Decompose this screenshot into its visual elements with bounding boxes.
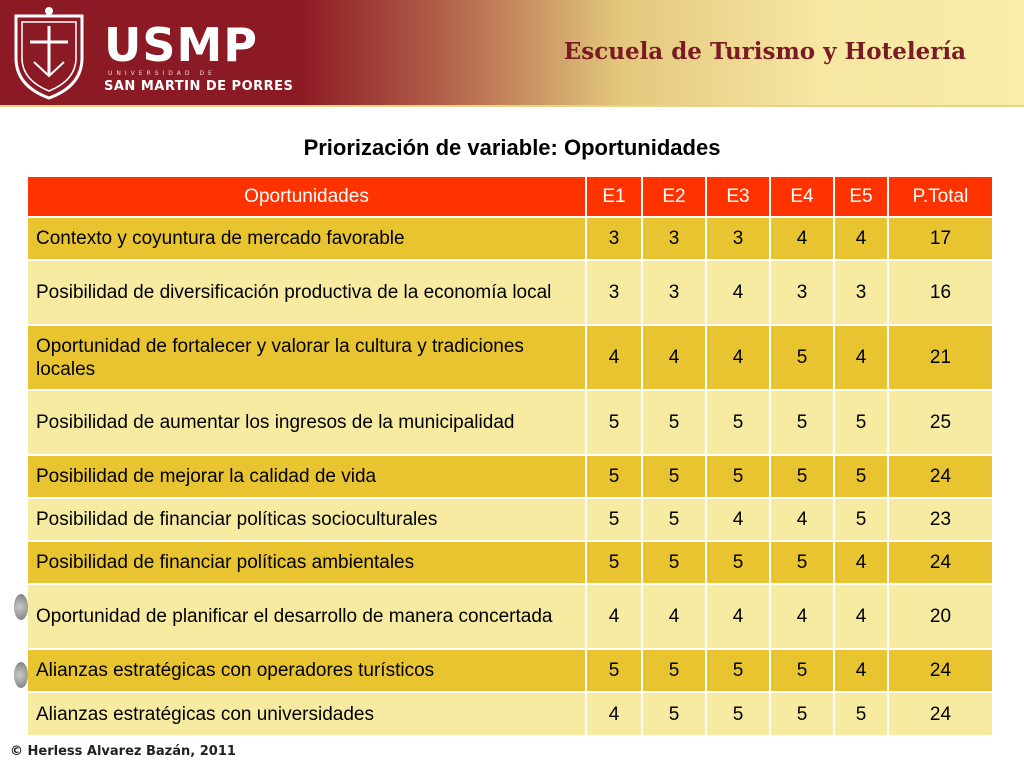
row-label: Posibilidad de mejorar la calidad de vida (27, 455, 586, 498)
table-row (27, 498, 993, 541)
cell-e3: 5 (706, 649, 770, 692)
cell-total: 23 (888, 498, 993, 541)
cell-e1: 5 (586, 541, 642, 584)
cell-e5: 5 (834, 390, 888, 455)
cell-e4: 4 (770, 498, 834, 541)
cell-e4: 4 (770, 584, 834, 649)
row-label: Alianzas estratégicas con operadores turísticos (27, 649, 586, 692)
cell-e4: 4 (770, 217, 834, 260)
logo-text: USMP (104, 18, 258, 72)
table-row (27, 692, 993, 736)
cell-e3: 3 (706, 217, 770, 260)
table-row (27, 541, 993, 584)
cell-e2: 5 (642, 541, 706, 584)
cell-e3: 4 (706, 260, 770, 325)
cell-e2: 4 (642, 584, 706, 649)
table-row (27, 260, 993, 325)
university-crest-icon (10, 6, 88, 100)
cell-e5: 3 (834, 260, 888, 325)
cell-e1: 3 (586, 260, 642, 325)
cell-e2: 5 (642, 692, 706, 736)
cell-total: 24 (888, 649, 993, 692)
cell-e2: 4 (642, 325, 706, 390)
table-row (27, 325, 993, 390)
row-label: Oportunidad de fortalecer y valorar la cultura y tradiciones locales (27, 325, 586, 390)
page-title: Priorización de variable: Oportunidades (303, 135, 721, 160)
cell-e4: 5 (770, 649, 834, 692)
cell-e1: 4 (586, 584, 642, 649)
cell-e1: 5 (586, 649, 642, 692)
cell-e2: 3 (642, 260, 706, 325)
cell-e5: 5 (834, 455, 888, 498)
cell-e3: 5 (706, 455, 770, 498)
cell-e3: 4 (706, 584, 770, 649)
column-header-e5: E5 (834, 176, 888, 217)
cell-total: 21 (888, 325, 993, 390)
cell-e5: 4 (834, 584, 888, 649)
cell-e1: 5 (586, 498, 642, 541)
row-label: Contexto y coyuntura de mercado favorable (27, 217, 586, 260)
table-row (27, 390, 993, 455)
cell-e2: 5 (642, 455, 706, 498)
decorative-bullet-icon (14, 662, 28, 688)
school-name: Escuela de Turismo y Hotelería (563, 38, 966, 65)
cell-e1: 4 (586, 692, 642, 736)
column-header-total: P.Total (888, 176, 993, 217)
cell-e2: 5 (642, 390, 706, 455)
cell-total: 24 (888, 541, 993, 584)
cell-e1: 4 (586, 325, 642, 390)
cell-e2: 3 (642, 217, 706, 260)
row-label: Posibilidad de diversificación productiva de la economía local (27, 260, 586, 325)
cell-e2: 5 (642, 649, 706, 692)
column-header-opportunities: Oportunidades (27, 176, 586, 217)
cell-e5: 4 (834, 649, 888, 692)
row-label: Alianzas estratégicas con universidades (27, 692, 586, 736)
cell-e1: 5 (586, 455, 642, 498)
copyright-footer: © Herless Alvarez Bazán, 2011 (10, 744, 236, 759)
cell-e3: 5 (706, 692, 770, 736)
cell-total: 17 (888, 217, 993, 260)
row-label: Oportunidad de planificar el desarrollo de manera concertada (27, 584, 586, 649)
cell-e4: 5 (770, 455, 834, 498)
cell-e4: 3 (770, 260, 834, 325)
decorative-bullet-icon (14, 594, 28, 620)
cell-e1: 3 (586, 217, 642, 260)
logo-subtitle-1: UNIVERSIDAD DE (108, 70, 216, 77)
cell-e5: 4 (834, 217, 888, 260)
cell-e4: 5 (770, 390, 834, 455)
cell-e4: 5 (770, 541, 834, 584)
cell-e3: 4 (706, 498, 770, 541)
cell-total: 20 (888, 584, 993, 649)
cell-e5: 5 (834, 692, 888, 736)
cell-e2: 5 (642, 498, 706, 541)
priority-table (26, 175, 994, 737)
cell-e1: 5 (586, 390, 642, 455)
row-label: Posibilidad de financiar políticas ambientales (27, 541, 586, 584)
header-banner (0, 0, 1024, 107)
cell-total: 25 (888, 390, 993, 455)
column-header-e3: E3 (706, 176, 770, 217)
row-label: Posibilidad de financiar políticas socioculturales (27, 498, 586, 541)
table-row (27, 649, 993, 692)
table-row (27, 217, 993, 260)
column-header-e4: E4 (770, 176, 834, 217)
cell-e3: 5 (706, 541, 770, 584)
table-row (27, 584, 993, 649)
cell-e5: 4 (834, 325, 888, 390)
cell-e5: 4 (834, 541, 888, 584)
cell-total: 24 (888, 455, 993, 498)
column-header-e2: E2 (642, 176, 706, 217)
logo-subtitle-2: SAN MARTIN DE PORRES (104, 79, 294, 94)
column-header-e1: E1 (586, 176, 642, 217)
row-label: Posibilidad de aumentar los ingresos de la municipalidad (27, 390, 586, 455)
cell-e5: 5 (834, 498, 888, 541)
cell-total: 24 (888, 692, 993, 736)
cell-e4: 5 (770, 325, 834, 390)
cell-e4: 5 (770, 692, 834, 736)
cell-total: 16 (888, 260, 993, 325)
cell-e3: 5 (706, 390, 770, 455)
table-row (27, 455, 993, 498)
table-header-row (27, 176, 993, 217)
cell-e3: 4 (706, 325, 770, 390)
